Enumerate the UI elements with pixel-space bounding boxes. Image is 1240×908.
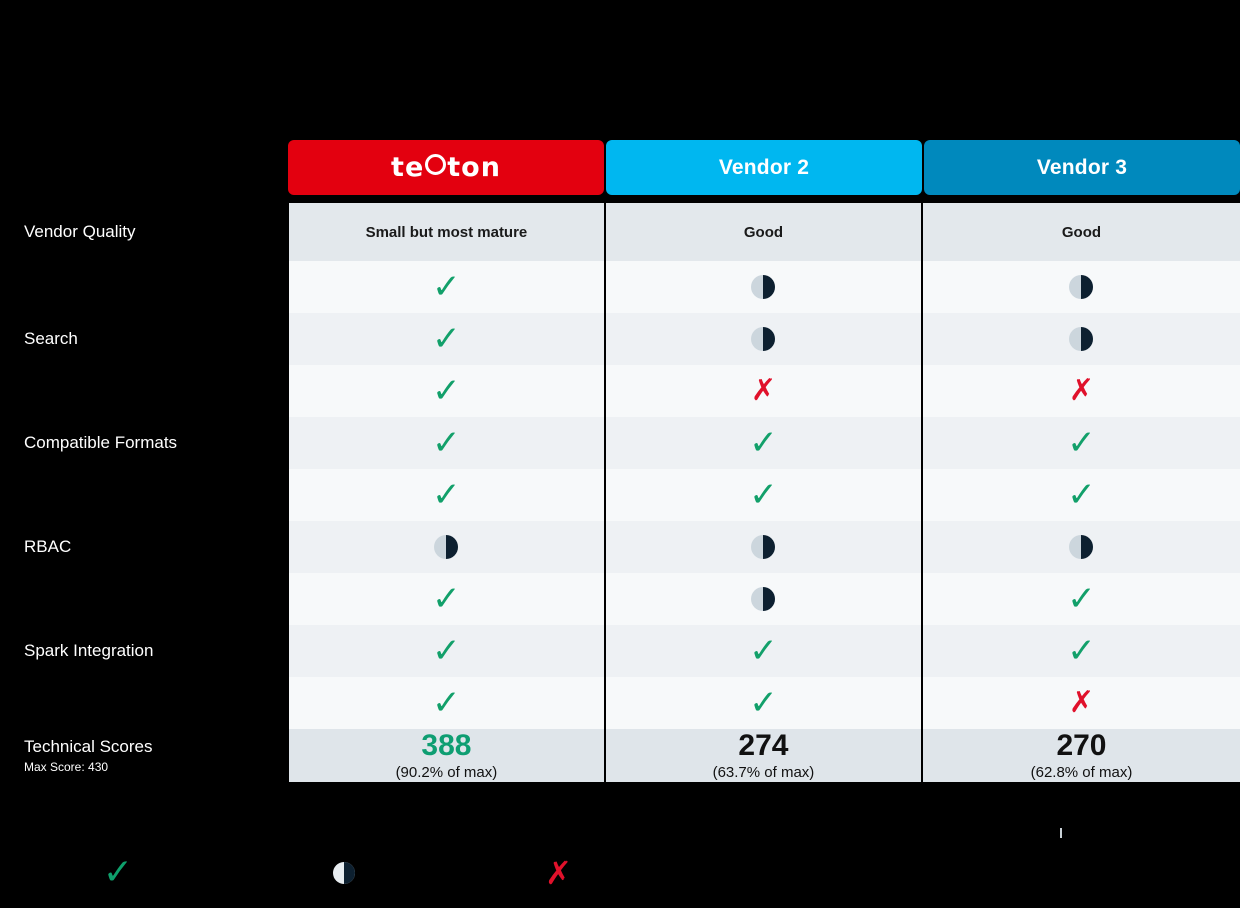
half-icon (751, 535, 775, 559)
cell-vendor3-compatible-formats (923, 417, 1240, 469)
cell-tecton-row-1 (289, 261, 606, 313)
cell-tecton-compatible-formats (289, 417, 606, 469)
vendor-header-vendor2 (606, 140, 922, 195)
technical-scores-subtitle: Max Score: 430 (24, 759, 109, 774)
half-icon (1069, 275, 1093, 299)
comparison-table (0, 203, 1240, 782)
cell-vendor2-row-7 (606, 573, 923, 625)
cell-tecton-row-5 (289, 469, 606, 521)
check-icon: ✓ (749, 475, 778, 515)
cell-vendor2-vendor-quality: Good (606, 203, 923, 261)
row-label-blank-5 (0, 677, 289, 729)
row-label-blank-1 (0, 261, 289, 313)
row-label-compatible-formats: Compatible Formats (0, 417, 289, 469)
header-spacer (0, 140, 288, 195)
half-icon (751, 275, 775, 299)
check-icon: ✓ (432, 319, 461, 359)
check-icon: ✓ (1067, 475, 1096, 515)
table-row (0, 521, 1240, 573)
tecton-score-percent: (90.2% of max) (395, 763, 498, 781)
cell-tecton-row-3 (289, 365, 606, 417)
tecton-logo (391, 152, 501, 183)
vendor3-label: Vendor 3 (1036, 155, 1128, 179)
cell-vendor3-row-9 (923, 677, 1240, 729)
tecton-logo-left: te (391, 152, 425, 183)
cell-vendor2-spark-integration (606, 625, 923, 677)
cell-tecton-row-9 (289, 677, 606, 729)
table-row (0, 417, 1240, 469)
cell-vendor3-row-1 (923, 261, 1240, 313)
vendor-header-tecton (288, 140, 604, 195)
half-icon (1069, 535, 1093, 559)
table-row (0, 677, 1240, 729)
cell-vendor2-row-1 (606, 261, 923, 313)
cell-vendor3-search (923, 313, 1240, 365)
technical-scores-title: Technical Scores (24, 736, 153, 756)
check-icon: ✓ (432, 475, 461, 515)
cell-vendor2-rbac (606, 521, 923, 573)
tecton-logo-right: ton (447, 152, 501, 183)
cell-tecton-spark-integration (289, 625, 606, 677)
cross-icon: ✗ (545, 854, 572, 892)
check-icon: ✓ (432, 579, 461, 619)
cell-vendor3-vendor-quality: Good (923, 203, 1240, 261)
cell-vendor3-score (923, 729, 1240, 782)
check-icon: ✓ (1067, 423, 1096, 463)
check-icon: ✓ (749, 631, 778, 671)
table-edge-tick (1060, 828, 1062, 838)
legend-item-cross (451, 854, 666, 892)
check-icon: ✓ (432, 631, 461, 671)
row-label-rbac: RBAC (0, 521, 289, 573)
table-row (0, 313, 1240, 365)
check-icon: ✓ (432, 371, 461, 411)
half-icon (333, 862, 355, 884)
cell-vendor3-row-5 (923, 469, 1240, 521)
cell-vendor2-row-9 (606, 677, 923, 729)
legend-item-half (236, 862, 451, 884)
row-label-vendor-quality: Vendor Quality (0, 203, 289, 261)
cell-vendor2-row-5 (606, 469, 923, 521)
check-icon: ✓ (102, 852, 134, 893)
check-icon: ✓ (1067, 631, 1096, 671)
row-label-search: Search (0, 313, 289, 365)
cell-tecton-search (289, 313, 606, 365)
vendor2-score-value: 274 (738, 729, 789, 762)
cross-icon: ✗ (1068, 373, 1095, 408)
half-icon (434, 535, 458, 559)
vendor3-score-value: 270 (1056, 729, 1107, 762)
row-label-blank-3 (0, 469, 289, 521)
cross-icon: ✗ (1068, 685, 1095, 720)
cell-vendor3-rbac (923, 521, 1240, 573)
cross-icon: ✗ (750, 373, 777, 408)
vendor3-score-percent: (62.8% of max) (1030, 763, 1133, 781)
legend (0, 838, 1240, 908)
cell-tecton-vendor-quality: Small but most mature (289, 203, 606, 261)
check-icon: ✓ (432, 267, 461, 307)
table-row (0, 203, 1240, 261)
table-row (0, 365, 1240, 417)
cell-tecton-rbac (289, 521, 606, 573)
vendor2-label: Vendor 2 (718, 155, 810, 179)
vendor2-score-percent: (63.7% of max) (712, 763, 815, 781)
table-row-scores (0, 729, 1240, 782)
cell-vendor2-compatible-formats (606, 417, 923, 469)
check-icon: ✓ (749, 423, 778, 463)
cell-vendor2-search (606, 313, 923, 365)
half-icon (751, 327, 775, 351)
vendor-header-row (0, 140, 1240, 195)
row-label-technical-scores (0, 729, 289, 782)
tecton-logo-dot-icon (425, 154, 446, 175)
cell-vendor3-row-7 (923, 573, 1240, 625)
vendor-header-vendor3 (924, 140, 1240, 195)
half-icon (1069, 327, 1093, 351)
cell-vendor3-spark-integration (923, 625, 1240, 677)
check-icon: ✓ (1067, 579, 1096, 619)
tecton-score-value: 388 (421, 729, 472, 762)
cell-tecton-row-7 (289, 573, 606, 625)
check-icon: ✓ (432, 423, 461, 463)
legend-item-check (0, 852, 236, 893)
row-label-blank-2 (0, 365, 289, 417)
table-row (0, 573, 1240, 625)
table-row (0, 469, 1240, 521)
cell-tecton-score (289, 729, 606, 782)
check-icon: ✓ (432, 683, 461, 723)
table-row (0, 261, 1240, 313)
row-label-blank-4 (0, 573, 289, 625)
half-icon (751, 587, 775, 611)
cell-vendor2-score (606, 729, 923, 782)
cell-vendor3-row-3 (923, 365, 1240, 417)
row-label-spark-integration: Spark Integration (0, 625, 289, 677)
cell-vendor2-row-3 (606, 365, 923, 417)
table-row (0, 625, 1240, 677)
check-icon: ✓ (749, 683, 778, 723)
